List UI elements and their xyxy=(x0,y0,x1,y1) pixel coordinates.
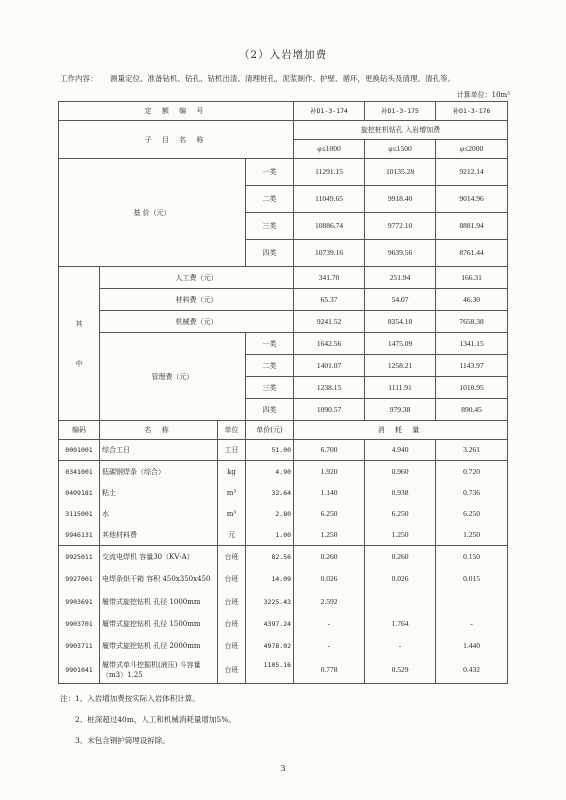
fee-value: 341.70 xyxy=(294,267,365,289)
work-content: 测量定位、准备钻机、钻孔、钻机出渣、清理桩孔，泥浆制作、护壁、循环，更换钻头及清理、清孔等。 xyxy=(110,74,455,83)
fee-label: 材料费（元） xyxy=(100,289,294,311)
resource-price: 4.90 xyxy=(246,461,294,483)
fee-value: 46.30 xyxy=(436,289,508,311)
fee-label: 机械费（元） xyxy=(100,311,294,333)
resource-consumption: 1.440 xyxy=(436,635,508,657)
resource-unit: 台班 xyxy=(218,567,246,591)
resource-unit: kg xyxy=(218,461,246,483)
fee-row xyxy=(59,311,508,333)
base-price-value: 9639.56 xyxy=(365,240,436,267)
resource-consumption: 6.700 xyxy=(294,440,365,461)
resource-code: 0341001 xyxy=(59,461,100,483)
fee-value: 65.37 xyxy=(294,289,365,311)
resource-consumption xyxy=(365,591,436,613)
resource-name: 低碳钢焊条（综合） xyxy=(100,461,218,483)
resource-consumption: 0.960 xyxy=(365,461,436,483)
fee-value: 7658.38 xyxy=(436,311,508,333)
class-label: 三类 xyxy=(246,213,294,240)
notes xyxy=(60,688,236,751)
fee-value: 166.31 xyxy=(436,267,508,289)
resource-consumption: 0.026 xyxy=(365,567,436,591)
resource-consumption: 3.261 xyxy=(436,440,508,461)
fee-value: 9241.52 xyxy=(294,311,365,333)
among-label xyxy=(59,267,100,421)
resource-row xyxy=(59,591,508,613)
item-name: 旋挖桩机钻孔 入岩增加费 xyxy=(294,121,508,140)
resource-header-row xyxy=(59,421,508,440)
mgmt-fee-label: 管理费（元） xyxy=(100,333,246,421)
resource-consumption: 0.736 xyxy=(436,482,508,503)
resource-price: 4397.24 xyxy=(246,613,294,635)
resource-name: 粘土 xyxy=(100,482,218,503)
base-price-label: 基 价（元） xyxy=(59,159,246,267)
resource-consumption: 6.250 xyxy=(365,503,436,524)
fee-row xyxy=(59,267,508,289)
base-price-value: 9772.10 xyxy=(365,213,436,240)
resource-consumption: 1.140 xyxy=(294,482,365,503)
col-header-unit: 单位 xyxy=(218,421,246,440)
class-label: 四类 xyxy=(246,240,294,267)
resource-name: 水 xyxy=(100,503,218,524)
resource-consumption xyxy=(436,591,508,613)
resource-unit: 台班 xyxy=(218,657,246,684)
item-name-row xyxy=(59,121,508,140)
quota-number-label: 定 额 编 号 xyxy=(59,102,294,121)
resource-consumption: 0.432 xyxy=(436,657,508,684)
resource-consumption: - xyxy=(365,635,436,657)
resource-price: 51.00 xyxy=(246,440,294,461)
resource-name: 其他材料费 xyxy=(100,524,218,546)
base-price-value: 10135.28 xyxy=(365,159,436,186)
base-price-value: 9212.14 xyxy=(436,159,508,186)
diameter-cell: φ≤2000 xyxy=(436,140,508,159)
base-price-value: 10886.74 xyxy=(294,213,365,240)
diameter-cell: φ≤1000 xyxy=(294,140,365,159)
resource-code: 0409181 xyxy=(59,482,100,503)
note-item: 3、未包含钢护筒埋设拆除。 xyxy=(75,736,170,745)
fee-label: 人工费（元） xyxy=(100,267,294,289)
resource-consumption: - xyxy=(436,613,508,635)
col-header-name: 名 称 xyxy=(100,421,218,440)
resource-consumption: 6.250 xyxy=(436,503,508,524)
diameter-cell: φ≤1500 xyxy=(365,140,436,159)
among-label-bottom: 中 xyxy=(75,359,83,368)
item-name-label: 子 目 名 称 xyxy=(59,121,294,159)
mgmt-fee-row xyxy=(59,333,508,355)
resource-unit: m³ xyxy=(218,503,246,524)
class-label: 一类 xyxy=(246,159,294,186)
base-price-value: 8761.44 xyxy=(436,240,508,267)
quota-code: 补D1-3-174 xyxy=(294,102,365,121)
resource-consumption: 1.250 xyxy=(365,524,436,546)
mgmt-fee-value: 1143.97 xyxy=(436,355,508,377)
col-header-code: 编码 xyxy=(59,421,100,440)
mgmt-fee-value: 1090.57 xyxy=(294,399,365,421)
resource-row xyxy=(59,461,508,483)
resource-unit: 台班 xyxy=(218,546,246,568)
resource-consumption: 4.940 xyxy=(365,440,436,461)
quota-number-row xyxy=(59,102,508,121)
base-price-value: 9918.40 xyxy=(365,186,436,213)
resource-consumption: 1.250 xyxy=(294,524,365,546)
mgmt-fee-value: 1258.21 xyxy=(365,355,436,377)
resource-code: 9927001 xyxy=(59,567,100,591)
resource-code: 9946131 xyxy=(59,524,100,546)
resource-unit: 元 xyxy=(218,524,246,546)
resource-row xyxy=(59,482,508,503)
resource-name: 综合工日 xyxy=(100,440,218,461)
base-price-value: 9014.96 xyxy=(436,186,508,213)
class-label: 一类 xyxy=(246,333,294,355)
resource-row xyxy=(59,503,508,524)
resource-consumption: 0.529 xyxy=(365,657,436,684)
resource-code: 9903701 xyxy=(59,613,100,635)
resource-consumption: 0.026 xyxy=(294,567,365,591)
resource-price: 32.64 xyxy=(246,482,294,503)
resource-consumption: 0.938 xyxy=(365,482,436,503)
resource-consumption: 1.764 xyxy=(365,613,436,635)
work-content-label: 工作内容： xyxy=(60,74,98,83)
mgmt-fee-value: 1642.56 xyxy=(294,333,365,355)
page-number: 3 xyxy=(280,764,286,773)
col-header-price: 单价(元) xyxy=(246,421,294,440)
resource-name: 履带式旋挖钻机 孔径 1500mm xyxy=(100,613,218,635)
resource-price: 1.00 xyxy=(246,524,294,546)
resource-code: 0001001 xyxy=(59,440,100,461)
resource-consumption: 0.260 xyxy=(365,546,436,568)
resource-price: 1105.16 xyxy=(246,657,294,684)
resource-row xyxy=(59,635,508,657)
quota-code: 补D1-3-175 xyxy=(365,102,436,121)
base-price-value: 10739.16 xyxy=(294,240,365,267)
mgmt-fee-value: 1341.15 xyxy=(436,333,508,355)
resource-unit: 台班 xyxy=(218,613,246,635)
resource-consumption: 1.920 xyxy=(294,461,365,483)
resource-code: 9903711 xyxy=(59,635,100,657)
note-item: 2、桩深超过40m，人工和机械消耗量增加5%。 xyxy=(75,715,236,724)
resource-price: 2.80 xyxy=(246,503,294,524)
resource-unit: 台班 xyxy=(218,635,246,657)
base-price-row xyxy=(59,159,508,186)
note-item: 注：1、入岩增加费按实际入岩体积计算。 xyxy=(60,694,200,703)
fee-value: 54.07 xyxy=(365,289,436,311)
base-price-value: 11049.65 xyxy=(294,186,365,213)
resource-consumption: - xyxy=(294,635,365,657)
resource-name: 交流电焊机 容量30（KV·A） xyxy=(100,546,218,568)
quota-table xyxy=(58,101,508,684)
fee-value: 8354.18 xyxy=(365,311,436,333)
resource-consumption: 2.592 xyxy=(294,591,365,613)
resource-row xyxy=(59,546,508,568)
resource-code: 9925011 xyxy=(59,546,100,568)
resource-code: 9903691 xyxy=(59,591,100,613)
col-header-consumption: 消 耗 量 xyxy=(294,421,508,440)
resource-consumption: 1.250 xyxy=(436,524,508,546)
class-label: 二类 xyxy=(246,186,294,213)
resource-name: 履带式旋挖钻机 孔径 1000mm xyxy=(100,591,218,613)
resource-consumption: 0.778 xyxy=(294,657,365,684)
resource-consumption: 0.150 xyxy=(436,546,508,568)
resource-code: 9901041 xyxy=(59,657,100,684)
resource-row xyxy=(59,657,508,684)
mgmt-fee-value: 890.45 xyxy=(436,399,508,421)
resource-consumption: - xyxy=(294,613,365,635)
resource-code: 3115001 xyxy=(59,503,100,524)
mgmt-fee-value: 1475.09 xyxy=(365,333,436,355)
resource-unit: m³ xyxy=(218,482,246,503)
resource-unit: 台班 xyxy=(218,591,246,613)
page-title: （2）入岩增加费 xyxy=(238,49,328,61)
fee-row xyxy=(59,289,508,311)
class-label: 四类 xyxy=(246,399,294,421)
resource-price: 3225.43 xyxy=(246,591,294,613)
resource-name: 履带式旋挖钻机 孔径 2000mm xyxy=(100,635,218,657)
resource-row xyxy=(59,524,508,546)
fee-value: 251.94 xyxy=(365,267,436,289)
base-price-value: 8881.94 xyxy=(436,213,508,240)
resource-consumption: 0.015 xyxy=(436,567,508,591)
base-price-value: 11291.15 xyxy=(294,159,365,186)
resource-unit: 工日 xyxy=(218,440,246,461)
mgmt-fee-value: 1401.07 xyxy=(294,355,365,377)
resource-consumption: 0.720 xyxy=(436,461,508,483)
class-label: 二类 xyxy=(246,355,294,377)
calc-unit: 计算单位：10m³ xyxy=(456,91,510,99)
resource-row xyxy=(59,613,508,635)
resource-price: 14.09 xyxy=(246,567,294,591)
resource-price: 82.56 xyxy=(246,546,294,568)
mgmt-fee-value: 1111.91 xyxy=(365,377,436,399)
resource-name: 电焊条烘干箱 容积 450x350x450 xyxy=(100,567,218,591)
mgmt-fee-value: 1238.15 xyxy=(294,377,365,399)
resource-price: 4978.02 xyxy=(246,635,294,657)
quota-code: 补D1-3-176 xyxy=(436,102,508,121)
resource-row xyxy=(59,440,508,461)
resource-consumption: 0.260 xyxy=(294,546,365,568)
mgmt-fee-value: 1010.95 xyxy=(436,377,508,399)
resource-name: 履带式单斗挖掘机(液压) 斗容量（m3）1.25 xyxy=(100,657,218,684)
among-label-top: 其 xyxy=(75,319,83,328)
class-label: 三类 xyxy=(246,377,294,399)
mgmt-fee-value: 979.38 xyxy=(365,399,436,421)
resource-row xyxy=(59,567,508,591)
resource-consumption: 6.250 xyxy=(294,503,365,524)
